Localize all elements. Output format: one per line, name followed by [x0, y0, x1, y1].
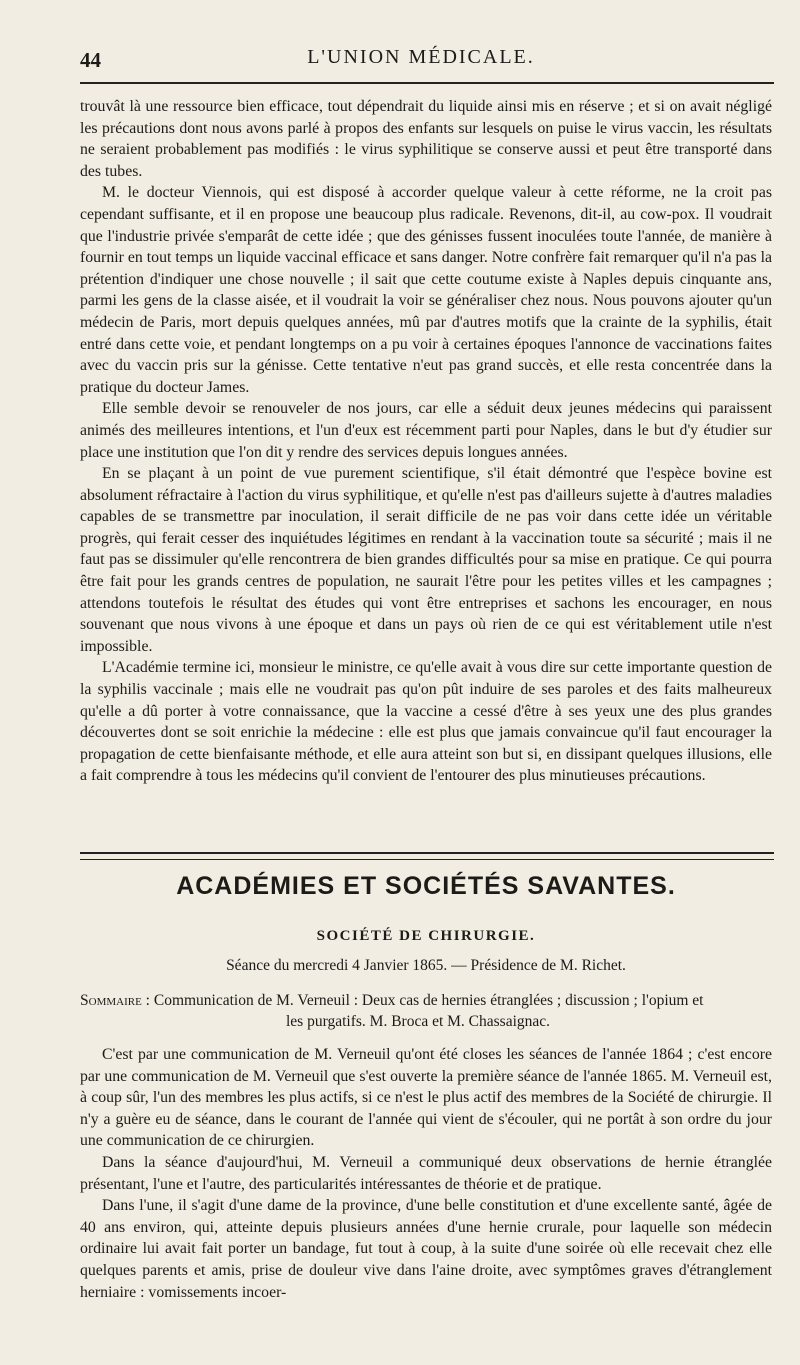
- paragraph: M. le docteur Viennois, qui est disposé à accorder quelque valeur à cette réforme, ne la croit pas cependant suffisante, et il en propose une beaucoup plus radicale. Revenons, dit-il, au cow-pox. Il voudrait que l'industrie privée s'emparât de cette idée ; que des génisses fussent inoculées toute l'année, de manière à fournir en tout temps un liquide vaccinal efficace et sans danger. Notre confrère fait remarquer qu'il n'a pas la prétention d'indiquer une chose nouvelle ; il sait que cette coutume existe à Naples depuis cinquante ans, parmi les gens de la classe aisée, et il voudrait la voir se généraliser chez nous. Nous pouvons ajouter qu'un médecin de Paris, mort depuis quelques années, mû par d'autres motifs que la crainte de la syphilis, était entré dans cette voie, et pendant longtemps on a pu voir à certaines époques l'annonce de vaccinations faites avec du vaccin pris sur la génisse. Cette tentative n'eut pas grand succès, et elle resta concentrée dans la pratique du docteur James.: [80, 184, 772, 396]
- summary-line-1: Communication de M. Verneuil : Deux cas de hernies étranglées ; discussion ; l'opium et: [153, 992, 704, 1009]
- page-number: 44: [80, 48, 101, 72]
- summary-label: Sommaire :: [80, 992, 150, 1009]
- society-heading: SOCIÉTÉ DE CHIRURGIE.: [316, 928, 536, 944]
- page-header: [80, 46, 762, 76]
- header-rule: [80, 82, 774, 84]
- section-divider: [80, 852, 774, 860]
- paragraph: En se plaçant à un point de vue purement scientifique, s'il était démontré que l'espèce bovine est absolument réfractaire à l'action du virus syphilitique, et qu'elle n'est pas d'ailleurs sujette à d'autres maladies capables de se transmettre par inoculation, il serait difficile de ne pas voir dans cette idée un véritable progrès, qui ferait cesser des inquiétudes légitimes en rendant à la vaccination toute sa sécurité ; mais il ne faut pas se dissimuler qu'elle rencontrera de bien grandes difficultés pour sa mise en pratique. Ce qui pourra être fait pour les grands centres de population, ne saurait l'être pour les petites villes et les campagnes ; attendons toutefois le résultat des études qui vont être entreprises et sachons les encourager, en nous souvenant que nous vivons à une époque et dans un pays où rien de ce qui est véritablement utile n'est impossible.: [80, 465, 772, 655]
- paragraph: C'est par une communication de M. Verneuil qu'ont été closes les séances de l'année 1864 ; c'est encore par une communication de M. Verneuil que s'est ouverte la première séance de l'année 1865. M. Verneuil est, à coup sûr, l'un des membres les plus actifs, si ce n'est le plus actif des membres de la Société de chirurgie. Il n'y a guère eu de séance, dans le courant de l'année qui vient de s'écouler, qui ne portât à son ordre du jour une communication de ce chirurgien.: [80, 1046, 772, 1150]
- paragraph: Elle semble devoir se renouveler de nos jours, car elle a séduit deux jeunes médecins qui paraissent animés des meilleures intentions, et l'un d'eux est récemment parti pour Naples, dans le but d'y étudier sur place une institution que l'on dit y rendre des services depuis longues années.: [80, 400, 772, 461]
- seance-line: Séance du mercredi 4 Janvier 1865. — Présidence de M. Richet.: [226, 957, 626, 974]
- summary-line-2: les purgatifs. M. Broca et M. Chassaignac.: [286, 1013, 551, 1030]
- running-title: L'UNION MÉDICALE.: [307, 46, 535, 68]
- paragraph: Dans l'une, il s'agit d'une dame de la province, d'une belle constitution et d'une excellente santé, âgée de 40 ans environ, qui, atteinte depuis plusieurs années d'une hernie crurale, pour laquelle son médecin ordinaire lui avait fait porter un bandage, fut tout à coup, à la suite d'une soirée où elle recevait chez elle quelques parents et amis, prise de douleur vive dans l'aine droite, avec symptômes graves d'étranglement herniaire : vomissements incoer-: [80, 1197, 772, 1301]
- summary: [80, 990, 772, 1032]
- society-report: [80, 1044, 772, 1303]
- paragraph: trouvât là une ressource bien efficace, tout dépendrait du liquide ainsi mis en réserve ; et si on avait négligé les précautions dont nous avons parlé à propos des enfants sur lesquels on puise le virus vaccin, les résultats ne seraient probablement pas modifiés : le virus syphilitique se conserve aussi et peut être transporté dans des tubes.: [80, 98, 772, 180]
- article-continuation: [80, 96, 772, 787]
- paragraph: Dans la séance d'aujourd'hui, M. Verneuil a communiqué deux observations de hernie étranglée présentant, l'une et l'autre, des particularités intéressantes de théorie et de pratique.: [80, 1153, 772, 1193]
- paragraph: L'Académie termine ici, monsieur le ministre, ce qu'elle avait à vous dire sur cette importante question de la syphilis vaccinale ; mais elle ne voudrait pas qu'on pût induire de ses paroles et des faits malheureux qu'elle a dû porter à votre connaissance, que la vaccine a cessé d'être à ses yeux une des plus grandes découvertes dont se soit enrichie la médecine : elle est plus que jamais convaincue qu'il faut encourager la propagation de cette bienfaisante méthode, et elle aura atteint son but si, en dissipant quelques illusions, elle a fait comprendre à tous les médecins qu'il convient de l'entourer des plus minutieuses précautions.: [80, 659, 772, 785]
- section-title: ACADÉMIES ET SOCIÉTÉS SAVANTES.: [176, 872, 676, 900]
